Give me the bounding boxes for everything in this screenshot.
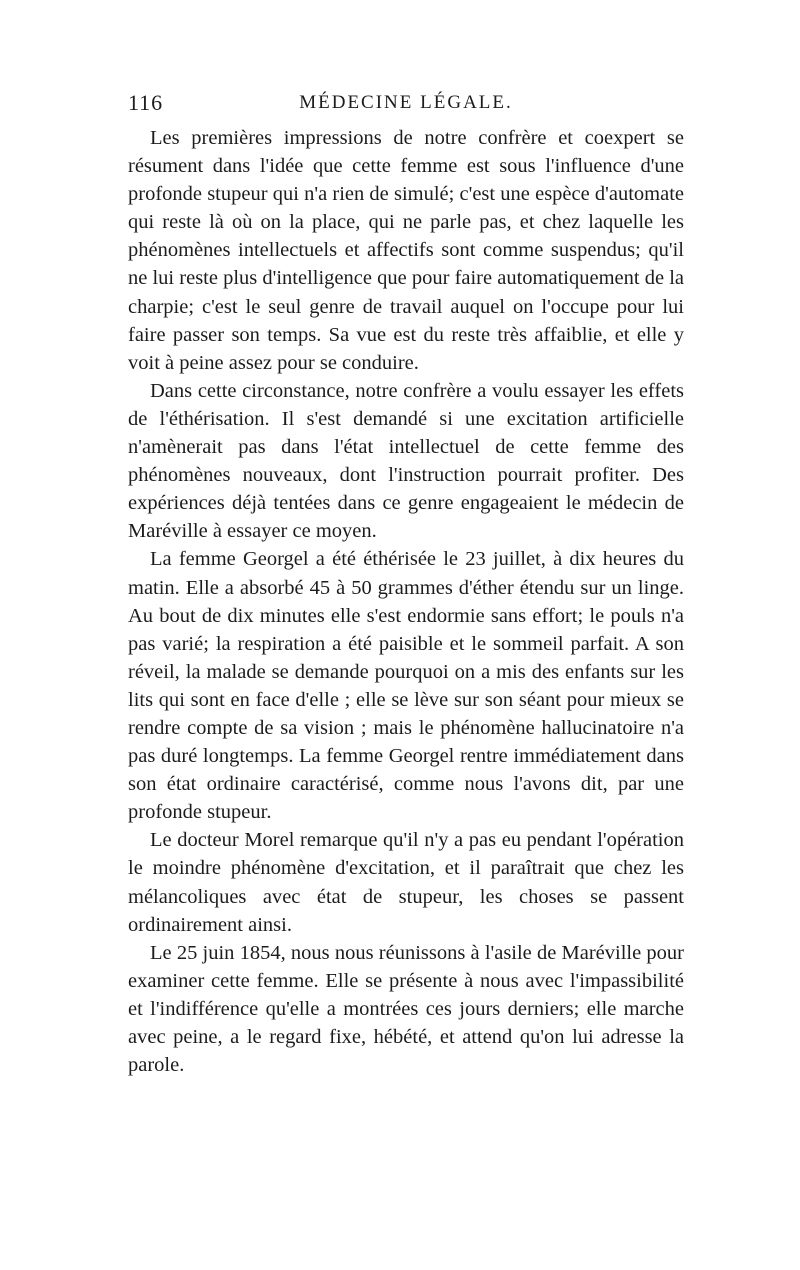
body-text [128, 124, 684, 1079]
paragraph-5: Le 25 juin 1854, nous nous réunissons à l'asile de Maréville pour examiner cette femme. Elle se présente à nous avec l'impassibilité et l'indifférence qu'elle a montrées ces jours derniers; elle marche avec peine, a le regard fixe, hébété, et attend qu'on lui adresse la parole. [128, 941, 684, 1077]
running-title: MÉDECINE LÉGALE. [299, 92, 513, 113]
paragraph-4: Le docteur Morel remarque qu'il n'y a pas eu pendant l'opération le moindre phénomène d'excitation, et il paraîtrait que chez les mélancoliques avec état de stupeur, les choses se passent ordinairement ainsi. [128, 829, 684, 936]
paragraph-3: La femme Georgel a été éthérisée le 23 juillet, à dix heures du matin. Elle a absorbé 45 à 50 grammes d'éther étendu sur un linge. Au bout de dix minutes elle s'est endormie sans effort; le pouls n'a pas varié; la respiration a été paisible et le sommeil parfait. A son réveil, la malade se demande pourquoi on a mis des enfants sur les lits qui sont en face d'elle ; elle se lève sur son séant pour mieux se rendre compte de sa vision ; mais le phénomène hallucinatoire n'a pas duré longtemps. La femme Georgel rentre immédiatement dans son état ordinaire caractérisé, comme nous l'avons dit, par une profonde stupeur. [128, 548, 684, 824]
page-number: 116 [128, 90, 164, 115]
paragraph-2: Dans cette circonstance, notre confrère a voulu essayer les effets de l'éthérisation. Il s'est demandé si une excitation artificielle n'amènerait pas dans l'état intellectuel de cette femme des phénomènes nouveaux, dont l'instruction pourrait profiter. Des expériences déjà tentées dans ce genre engageaient le médecin de Maréville à essayer ce moyen. [128, 379, 684, 543]
paragraph-1: Les premières impressions de notre confrère et coexpert se résument dans l'idée que cette femme est sous l'influence d'une profonde stupeur qui n'a rien de simulé; c'est une espèce d'automate qui reste là où on la place, qui ne parle pas, et chez laquelle les phénomènes intellectuels et affectifs sont comme suspendus; qu'il ne lui reste plus d'intelligence que pour faire automatiquement de la charpie; c'est le seul genre de travail auquel on l'occupe pour lui faire passer son temps. Sa vue est du reste très affaiblie, et elle y voit à peine assez pour se conduire. [128, 127, 684, 374]
running-head [128, 90, 684, 120]
